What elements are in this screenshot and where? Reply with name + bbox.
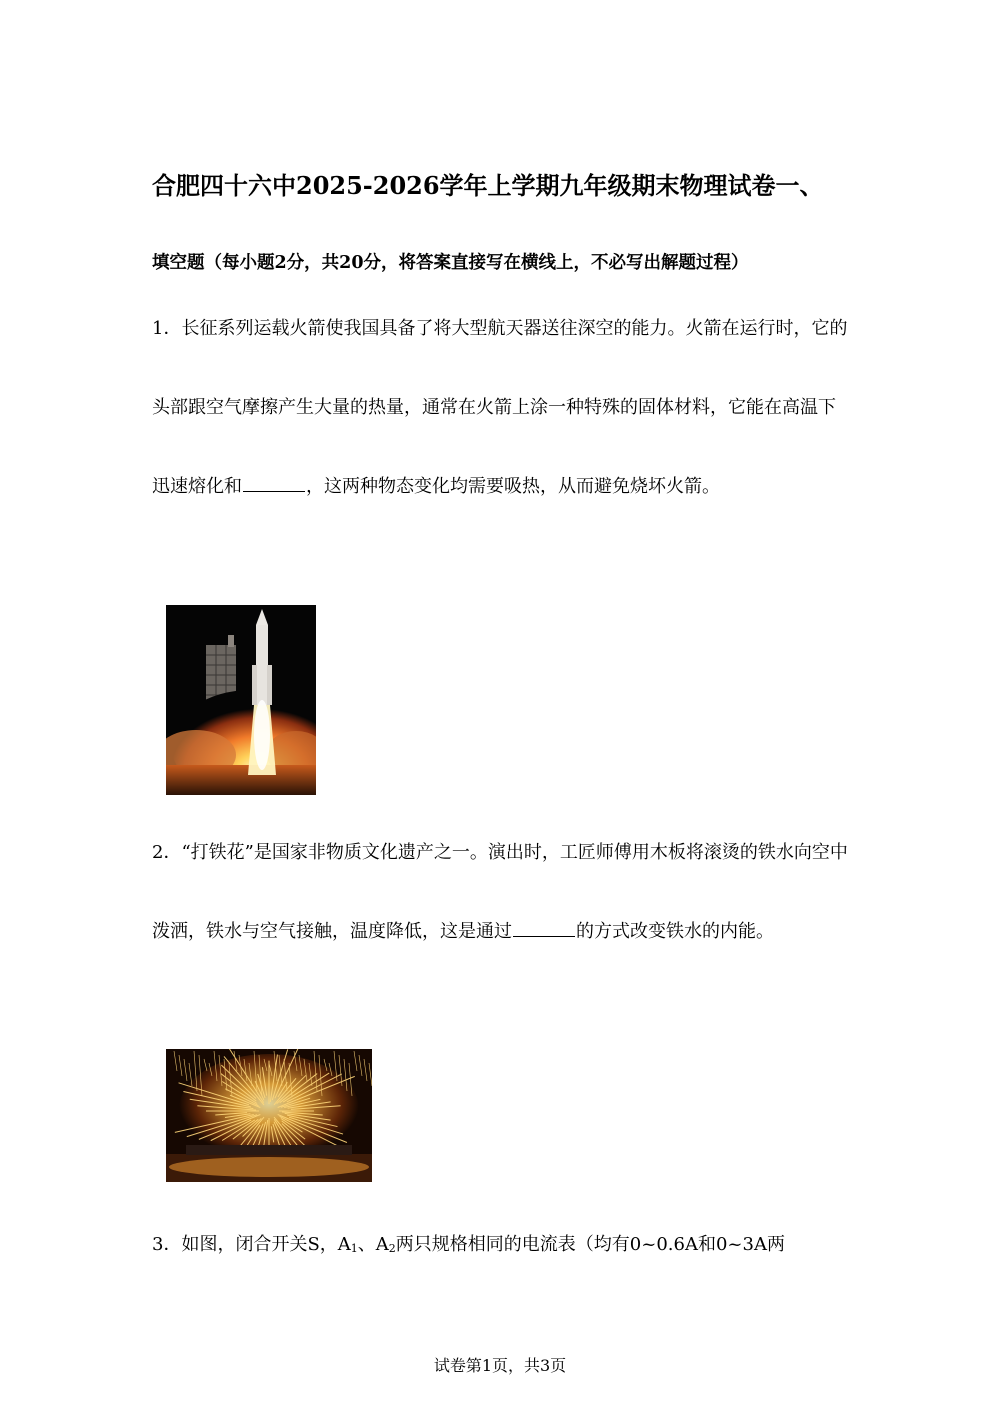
question-text: ．“打铁花”是国家非物质文化遗产之一。演出时，工匠师傅用木板将滚烫的铁水向空中泼洒，铁水与空气接触，温度降低，这是通过 — [152, 842, 848, 942]
page-footer: 试卷第1页，共3页 — [433, 1356, 567, 1375]
question-number: 2 — [152, 842, 164, 863]
question-text: 的方式改变铁水的内能。 — [576, 921, 774, 942]
subscript: 2 — [388, 1242, 396, 1255]
question-text: 、A — [357, 1234, 389, 1255]
subscript: 1 — [350, 1242, 358, 1255]
section-heading: 填空题（每小题2分，共20分，将答案直接写在横线上，不必写出解题过程） — [152, 253, 749, 273]
question-text: ．如图，闭合开关S，A — [163, 1234, 351, 1255]
question-2 — [152, 813, 852, 971]
answer-blank — [513, 918, 575, 937]
question-1 — [152, 289, 852, 526]
question-number: 1 — [152, 318, 164, 339]
iron-flower-image — [166, 1049, 372, 1182]
rocket-launch-image — [166, 605, 316, 795]
question-3 — [152, 1205, 852, 1284]
answer-blank — [243, 473, 305, 492]
question-text: ，这两种物态变化均需要吸热，从而避免烧坏火箭。 — [306, 476, 720, 497]
question-text: ．长征系列运载火箭使我国具备了将大型航天器送往深空的能力。火箭在运行时，它的头部跟空气摩擦产生大量的热量，通常在火箭上涂一种特殊的固体材料，它能在高温下迅速熔化和 — [152, 318, 848, 497]
question-text: 两只规格相同的电流表（均有0~0.6A和0~3A两 — [395, 1234, 785, 1255]
exam-title: 合肥四十六中2025-2026学年上学期九年级期末物理试卷一、 — [152, 171, 824, 200]
question-number: 3 — [152, 1234, 164, 1255]
